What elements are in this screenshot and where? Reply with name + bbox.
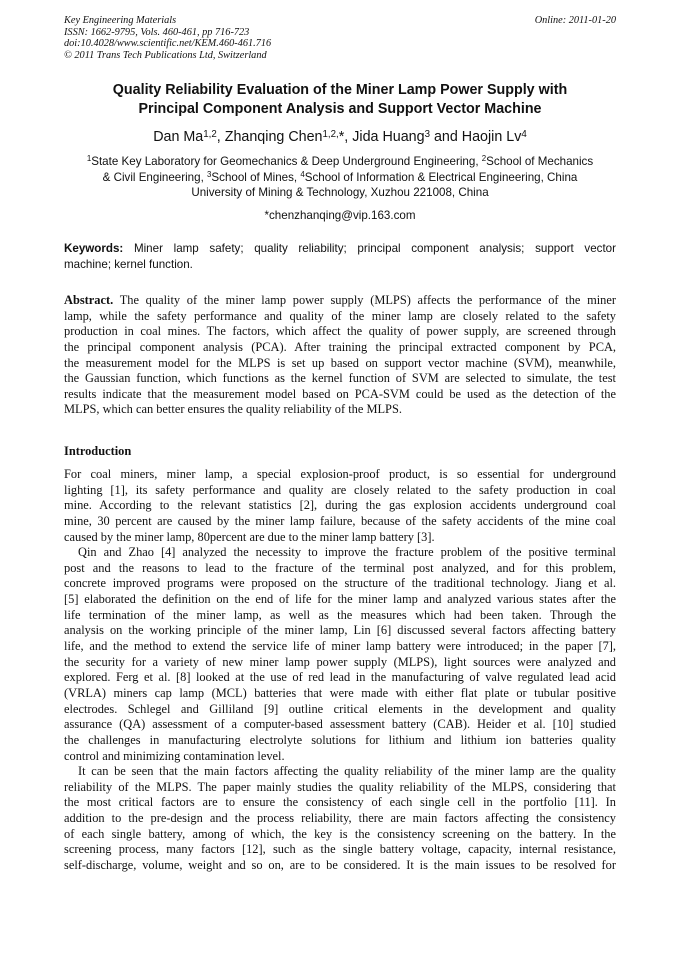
author-4: and Haojin Lv <box>429 129 522 145</box>
intro-line: mine. According to the relevant statistics [2], during the gas explosion accidents underground coal <box>64 498 616 513</box>
affil-mark-1: 1 <box>86 154 92 164</box>
affil-mark-3: 3 <box>207 169 212 179</box>
abstract-line: results indicate that the measurement model based on PCA-SVM could be used as the detection of the <box>64 386 616 401</box>
title-line-2: Principal Component Analysis and Support Vector Machine <box>138 101 542 117</box>
abstract-line: production in coal mines. The factors, which affect the quality of power supply, are screened through <box>64 324 616 339</box>
corresponding-star: * <box>338 129 345 145</box>
abstract-line: the principal component analysis (PCA). After training the principal extracted component by PCA, <box>64 339 616 354</box>
affiliation-line-1 <box>64 154 616 170</box>
intro-line: electrodes. Schlegel and Gilliland [9] outline critical elements in the development and quality <box>64 701 616 716</box>
intro-line: addition to the pre-design and the process reliability, there are main factors affecting the consistency <box>64 811 616 826</box>
author-3-affil: 3 <box>424 128 430 140</box>
intro-line: lighting [1], its safety performance and quality are closely related to the safety production in coal <box>64 482 616 497</box>
affiliation-line-2 <box>64 170 616 186</box>
intro-line: the challenges in manufacturing electrolyte solutions for lithium and lithium ion batteries quality <box>64 732 616 747</box>
intro-line: the most critical factors are to ensure the consistency of each single cell in the portfolio [11]. In <box>64 795 616 810</box>
intro-line: analysis on the working principle of the miner lamp, Lin [6] discussed several factors affecting battery <box>64 623 616 638</box>
title-line-1: Quality Reliability Evaluation of the Miner Lamp Power Supply with <box>112 82 568 98</box>
intro-line: screening process, many factors [12], such as the single battery voltage, capacity, internal resistance, <box>64 842 616 857</box>
introduction-body <box>64 467 616 874</box>
abstract-line: lamp, while the safety performance and quality of the miner lamp are closely related to the safety <box>64 308 616 323</box>
abstract-label: Abstract. <box>64 293 114 307</box>
affil-text-2: School of Mechanics <box>486 155 594 168</box>
affiliations <box>64 154 616 201</box>
paper-title <box>64 81 616 119</box>
abstract <box>64 293 616 418</box>
keywords-label: Keywords: <box>64 242 124 255</box>
intro-line: [5] elaborated the definition on the end of life for the miner lamp and analyzed various states after the <box>64 592 616 607</box>
intro-line: post and the reasons to lead to the fracture of the terminal post analyzed, and for this problem, <box>64 560 616 575</box>
intro-line: (VRLA) miners cap lamp (MCL) batteries that were made with either flat plate or tubular positive <box>64 685 616 700</box>
intro-line: self-discharge, volume, weight and so on, are to be considered. It is the main issues to be resolved for <box>64 858 616 873</box>
affil-text-1: State Key Laboratory for Geomechanics & Deep Underground Engineering, <box>91 155 482 168</box>
abstract-line: the Gaussian function, which functions as the kernel function of SVM are selected to simulate, the test <box>64 371 616 386</box>
intro-line: explored. Ferg et al. [8] looked at the use of red lead in the manufacturing of valve regulated lead acid <box>64 670 616 685</box>
intro-line: assurance (QA) assessment of a computer-based assessment battery (CAB). Heider et al. [10] studied <box>64 717 616 732</box>
abstract-line: the measurement model for the MLPS is set up based on support vector machine (SVM), meanwhile, <box>64 355 616 370</box>
intro-line: caused by the miner lamp, 80percent are due to the miner lamp battery [3]. <box>64 529 435 544</box>
intro-line: the security for a variety of new miner lamp power supply (MLPS), light sources were analyzed and <box>64 654 616 669</box>
journal-name: Key Engineering Materials <box>64 15 177 26</box>
corresponding-email: *chenzhanqing@vip.163.com <box>264 209 416 222</box>
online-date: Online: 2011-01-20 <box>534 15 616 26</box>
abstract-first-text: The quality of the miner lamp power supply (MLPS) affects the performance of the miner <box>113 293 616 307</box>
author-2: , Zhanqing Chen <box>216 129 323 145</box>
intro-line: Qin and Zhao [4] analyzed the necessity to improve the fracture problem of the positive terminal <box>78 545 616 560</box>
keywords <box>64 241 616 273</box>
intro-line: reliability of the MLPS. The paper mainly studies the quality reliability of the MLPS, considering that <box>64 779 616 794</box>
intro-line: It can be seen that the main factors affecting the quality reliability of the miner lamp are the quality <box>78 764 616 779</box>
affiliation-line-3: University of Mining & Technology, Xuzhou 221008, China <box>191 186 489 199</box>
section-heading-introduction: Introduction <box>64 444 132 458</box>
affil-mark-2: 2 <box>481 154 487 164</box>
abstract-line: MLPS, which can better ensures the quality reliability of the MLPS. <box>64 402 402 417</box>
abstract-line <box>64 293 616 309</box>
author-1-affil: 1,2 <box>203 128 217 140</box>
author-3: , Jida Huang <box>344 129 425 145</box>
affil-text-5: School of Information & Electrical Engineering, China <box>304 170 578 184</box>
author-list <box>64 128 616 146</box>
intro-line: control and minimizing contamination level. <box>64 748 285 763</box>
doi-line: doi:10.4028/www.scientific.net/KEM.460-461.716 <box>64 38 272 50</box>
author-4-affil: 4 <box>521 128 527 140</box>
keywords-text-2: machine; kernel function. <box>64 258 193 271</box>
intro-line: life, and the method to extend the service life of miner lamp battery were introduced; in the paper [7], <box>64 639 616 654</box>
author-2-affil: 1,2, <box>322 128 339 140</box>
affil-mark-4: 4 <box>300 169 305 179</box>
keywords-text-1: Miner lamp safety; quality reliability; principal component analysis; support vector <box>123 242 616 255</box>
intro-line: life termination of the miner lamp, as well as the measures which had been taken. Through the <box>64 607 616 622</box>
copyright-line: © 2011 Trans Tech Publications Ltd, Switzerland <box>64 49 267 61</box>
intro-line: concrete improved programs were proposed on the structure of the traditional technology. Jiang et al. <box>64 576 616 591</box>
journal-header <box>64 15 616 61</box>
intro-line: of each single battery, among of which, the key is the consistency screening on the battery. In the <box>64 826 616 841</box>
affil-text-3: & Civil Engineering, <box>102 170 208 184</box>
issn-line: ISSN: 1662-9795, Vols. 460-461, pp 716-723 <box>64 26 250 38</box>
intro-line: mine, 30 percent are caused by the miner lamp failure, because of the safety accidents of the mine coal <box>64 513 616 528</box>
keywords-line-1 <box>64 241 616 257</box>
intro-line: For coal miners, miner lamp, a special explosion-proof product, is so essential for underground <box>64 467 616 481</box>
author-1: Dan Ma <box>153 129 204 145</box>
affil-text-4: School of Mines, <box>211 170 301 184</box>
